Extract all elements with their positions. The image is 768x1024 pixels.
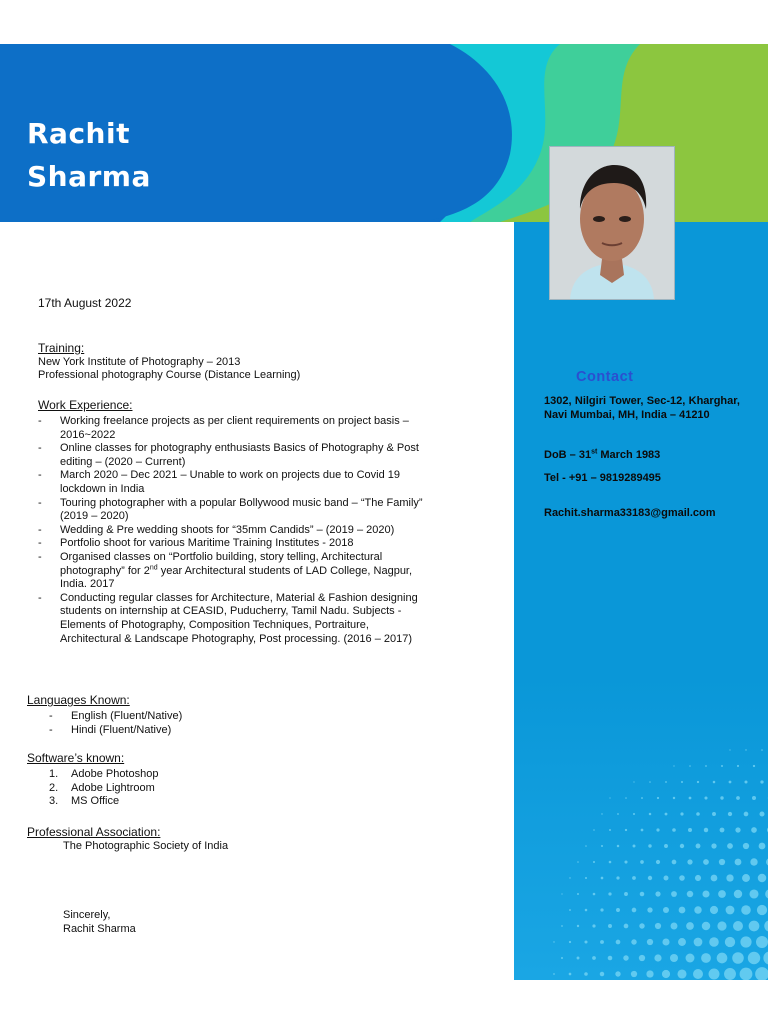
software-heading: Software’s known: xyxy=(27,751,125,765)
halftone-dot xyxy=(734,890,742,898)
halftone-dot xyxy=(757,905,767,915)
halftone-dot xyxy=(600,972,604,976)
halftone-dot xyxy=(760,780,763,783)
contact-dob: DoB – 31st March 1983 xyxy=(544,448,661,461)
salutation: Sincerely, xyxy=(63,909,111,921)
halftone-dot xyxy=(755,967,768,980)
halftone-dot xyxy=(689,797,692,800)
halftone-dot xyxy=(750,858,757,865)
halftone-dot xyxy=(569,941,571,943)
halftone-dot xyxy=(569,909,571,911)
halftone-dot xyxy=(735,859,742,866)
halftone-dot xyxy=(633,781,634,782)
contact-address: 1302, Nilgiri Tower, Sec-12, Kharghar, Navi Mumbai, MH, India – 41210 xyxy=(544,395,740,421)
halftone-dot xyxy=(670,954,678,962)
halftone-dot xyxy=(609,797,610,798)
halftone-dot xyxy=(673,797,675,799)
halftone-dot xyxy=(625,829,627,831)
halftone-dot xyxy=(678,938,686,946)
halftone-dot xyxy=(609,861,612,864)
halftone-dot xyxy=(720,796,723,799)
list-item: 1. Adobe Photoshop xyxy=(49,768,159,780)
halftone-dot xyxy=(671,891,677,897)
training-item: New York Institute of Photography – 2013 xyxy=(38,355,241,368)
halftone-dot xyxy=(665,781,667,783)
halftone-dot xyxy=(702,922,710,930)
halftone-dot xyxy=(759,811,764,816)
halftone-dot xyxy=(648,844,651,847)
halftone-dot xyxy=(649,781,651,783)
halftone-dot xyxy=(624,924,629,929)
halftone-dot xyxy=(656,860,660,864)
halftone-dot xyxy=(561,957,563,959)
halftone-dot xyxy=(740,968,753,980)
halftone-dot xyxy=(689,765,691,767)
halftone-dot xyxy=(639,923,644,928)
halftone-dot xyxy=(633,813,635,815)
halftone-dot xyxy=(577,925,579,927)
halftone-dot xyxy=(695,875,701,881)
halftone-dot xyxy=(657,797,659,799)
halftone-dot xyxy=(744,780,747,783)
halftone-dot xyxy=(705,765,707,767)
halftone-dot xyxy=(585,909,588,912)
closing xyxy=(63,909,136,936)
halftone-dot xyxy=(681,781,683,783)
halftone-dot xyxy=(616,876,619,879)
association-value: The Photographic Society of India xyxy=(63,839,229,852)
halftone-dot xyxy=(680,812,683,815)
halftone-dot xyxy=(740,936,751,947)
signature-name: Rachit Sharma xyxy=(63,922,136,935)
halftone-dot xyxy=(696,812,700,816)
halftone-dot xyxy=(727,843,733,849)
halftone-dot xyxy=(677,969,686,978)
halftone-dot xyxy=(688,828,692,832)
training-heading: Training: xyxy=(38,341,85,355)
list-item: - English (Fluent/Native) xyxy=(49,710,443,724)
halftone-dot xyxy=(709,937,719,947)
contact-phone: Tel - +91 – 9819289495 xyxy=(544,472,661,484)
halftone-dots-pattern xyxy=(514,710,768,980)
halftone-dot xyxy=(664,844,668,848)
contact-sidebar xyxy=(514,222,768,980)
halftone-dot xyxy=(710,906,718,914)
list-item: - Working freelance projects as per client requirements on project basis – 2016~2022 xyxy=(38,415,432,442)
training-section xyxy=(38,342,300,383)
halftone-dot xyxy=(646,970,653,977)
halftone-dot xyxy=(713,781,716,784)
halftone-dot xyxy=(601,877,604,880)
halftone-dot xyxy=(640,892,645,897)
halftone-dot xyxy=(741,905,751,915)
halftone-dot xyxy=(608,924,612,928)
halftone-dot xyxy=(671,923,678,930)
halftone-dot xyxy=(763,951,768,964)
halftone-dot xyxy=(585,877,587,879)
halftone-dot xyxy=(761,749,763,751)
halftone-dot xyxy=(625,797,627,799)
halftone-dot xyxy=(743,843,749,849)
halftone-dot xyxy=(719,859,725,865)
halftone-dot xyxy=(639,955,645,961)
halftone-dot xyxy=(665,813,668,816)
halftone-dot xyxy=(647,939,653,945)
halftone-dot xyxy=(649,813,652,816)
languages-list xyxy=(49,710,443,737)
halftone-dot xyxy=(751,827,757,833)
halftone-dot xyxy=(712,812,716,816)
software-list xyxy=(49,768,158,809)
halftone-dot xyxy=(721,765,723,767)
list-item: - Hindi (Fluent/Native) xyxy=(49,724,443,738)
halftone-dot xyxy=(672,828,676,832)
halftone-dot xyxy=(673,765,674,766)
halftone-dot xyxy=(608,892,611,895)
halftone-dot xyxy=(703,859,709,865)
halftone-dot xyxy=(632,876,636,880)
halftone-dot xyxy=(679,875,685,881)
halftone-dot xyxy=(662,938,669,945)
halftone-dot xyxy=(756,936,768,948)
halftone-dot xyxy=(718,890,726,898)
halftone-dot xyxy=(600,940,604,944)
work-heading: Work Experience: xyxy=(38,398,133,412)
halftone-dot xyxy=(701,953,711,963)
portrait-image xyxy=(550,147,674,299)
profile-photo xyxy=(549,146,675,300)
halftone-dot xyxy=(687,891,693,897)
halftone-dot xyxy=(592,956,596,960)
halftone-dot xyxy=(577,861,579,863)
halftone-dot xyxy=(745,749,746,750)
halftone-dot xyxy=(693,969,703,979)
halftone-dot xyxy=(729,749,730,750)
halftone-dot xyxy=(664,876,669,881)
halftone-dot xyxy=(655,891,660,896)
languages-section xyxy=(27,694,130,708)
contact-heading: Contact xyxy=(576,369,634,385)
halftone-dot xyxy=(577,893,579,895)
software-section xyxy=(27,752,124,766)
halftone-dot xyxy=(737,765,739,767)
halftone-dot xyxy=(647,907,652,912)
list-item: - March 2020 – Dec 2021 – Unable to work on projects due to Covid 19 lockdown in India xyxy=(38,469,432,496)
list-item: 3. MS Office xyxy=(49,795,120,808)
halftone-dot xyxy=(726,874,733,881)
halftone-dot xyxy=(624,860,627,863)
halftone-dot xyxy=(584,972,588,976)
work-experience-list xyxy=(38,415,432,646)
halftone-dot xyxy=(672,860,677,865)
halftone-dot xyxy=(631,971,637,977)
halftone-dot xyxy=(553,973,555,975)
halftone-dot xyxy=(663,907,669,913)
halftone-dot xyxy=(561,925,563,927)
halftone-dot xyxy=(569,877,570,878)
halftone-dot xyxy=(654,954,661,961)
halftone-dot xyxy=(711,875,718,882)
list-item: - Organised classes on “Portfolio building, story telling, Architectural photography” for 2nd year Architectural students of LAD College, Nagpur, India. 2017 xyxy=(38,551,432,592)
halftone-dot xyxy=(729,781,732,784)
halftone-dot xyxy=(735,827,740,832)
halftone-dot xyxy=(593,893,596,896)
halftone-dot xyxy=(561,893,562,894)
halftone-dot xyxy=(717,953,728,964)
halftone-dot xyxy=(553,941,554,942)
halftone-dot xyxy=(694,938,703,947)
halftone-dot xyxy=(733,921,743,931)
halftone-dot xyxy=(615,971,620,976)
association-heading: Professional Association: xyxy=(27,825,161,839)
halftone-dot xyxy=(640,860,644,864)
halftone-dot xyxy=(709,969,720,980)
halftone-dot xyxy=(656,828,659,831)
halftone-dot xyxy=(679,907,686,914)
halftone-dot xyxy=(680,844,684,848)
halftone-dot xyxy=(662,970,670,978)
halftone-dot xyxy=(593,829,595,831)
halftone-dot xyxy=(759,843,766,850)
list-item: - Portfolio shoot for various Maritime Training Institutes - 2018 xyxy=(38,537,432,551)
halftone-dot xyxy=(624,892,628,896)
languages-heading: Languages Known: xyxy=(27,693,130,707)
halftone-dot xyxy=(694,906,701,913)
halftone-dot xyxy=(753,765,755,767)
halftone-dot xyxy=(749,889,758,898)
halftone-dot xyxy=(726,906,735,915)
halftone-dot xyxy=(704,796,707,799)
last-name: Sharma xyxy=(27,160,151,193)
halftone-dot xyxy=(728,812,732,816)
halftone-dot xyxy=(655,923,661,929)
halftone-dot xyxy=(648,876,652,880)
halftone-dot xyxy=(641,829,644,832)
halftone-dot xyxy=(608,956,613,961)
list-item: - Conducting regular classes for Architecture, Material & Fashion designing students on internship at CEASID, Puducherry, Tamil Nadu. Subjects - Elements of Photography, Composition Techniques, Portraiture, Architectural & Landscape Photography, Post processing. (2016 – 2017) xyxy=(38,592,432,646)
list-item: 2. Adobe Lightroom xyxy=(49,781,155,794)
halftone-dot xyxy=(569,973,572,976)
halftone-dot xyxy=(711,843,716,848)
halftone-dot xyxy=(609,829,611,831)
halftone-dot xyxy=(623,955,628,960)
halftone-dot xyxy=(641,797,643,799)
list-item: - Online classes for photography enthusiasts Basics of Photography & Post editing – (2020 – Current) xyxy=(38,442,432,469)
halftone-dot xyxy=(686,954,695,963)
candidate-name xyxy=(27,112,151,198)
first-name: Rachit xyxy=(27,117,130,150)
training-item: Professional photography Course (Distance Learning) xyxy=(38,369,301,382)
halftone-dot xyxy=(742,874,750,882)
halftone-dot xyxy=(704,828,708,832)
halftone-dot xyxy=(720,828,725,833)
halftone-dot xyxy=(601,813,602,814)
halftone-dot xyxy=(744,812,749,817)
halftone-dot xyxy=(617,813,619,815)
halftone-dot xyxy=(736,796,740,800)
halftone-dot xyxy=(632,908,637,913)
halftone-dot xyxy=(732,952,744,964)
halftone-dot xyxy=(764,920,768,932)
halftone-dot xyxy=(687,859,692,864)
halftone-dot xyxy=(717,921,726,930)
halftone-dot xyxy=(577,957,580,960)
association-section xyxy=(27,826,228,853)
halftone-dot xyxy=(686,922,694,930)
halftone-dot xyxy=(631,939,636,944)
halftone-dot xyxy=(749,921,760,932)
halftone-dot xyxy=(585,845,587,847)
halftone-dot xyxy=(748,952,760,964)
halftone-dot xyxy=(752,796,756,800)
halftone-dot xyxy=(601,845,603,847)
halftone-dot xyxy=(584,940,587,943)
halftone-dot xyxy=(696,844,701,849)
list-item: - Wedding & Pre wedding shoots for “35mm Candids” – (2019 – 2020) xyxy=(38,524,432,538)
halftone-dot xyxy=(600,908,603,911)
halftone-dot xyxy=(593,861,595,863)
list-item: - Touring photographer with a popular Bollywood music band – “The Family” (2019 – 2020) xyxy=(38,497,432,524)
halftone-dot xyxy=(616,908,620,912)
contact-email[interactable]: Rachit.sharma33183@gmail.com xyxy=(544,507,716,519)
halftone-dot xyxy=(617,845,620,848)
halftone-dot xyxy=(725,937,735,947)
halftone-dot xyxy=(697,781,699,783)
letter-date: 17th August 2022 xyxy=(38,296,132,310)
halftone-dot xyxy=(702,890,709,897)
halftone-dot xyxy=(724,968,736,980)
halftone-dot xyxy=(616,940,621,945)
halftone-dot xyxy=(592,924,595,927)
halftone-dot xyxy=(633,845,636,848)
halftone-dot xyxy=(758,874,767,883)
